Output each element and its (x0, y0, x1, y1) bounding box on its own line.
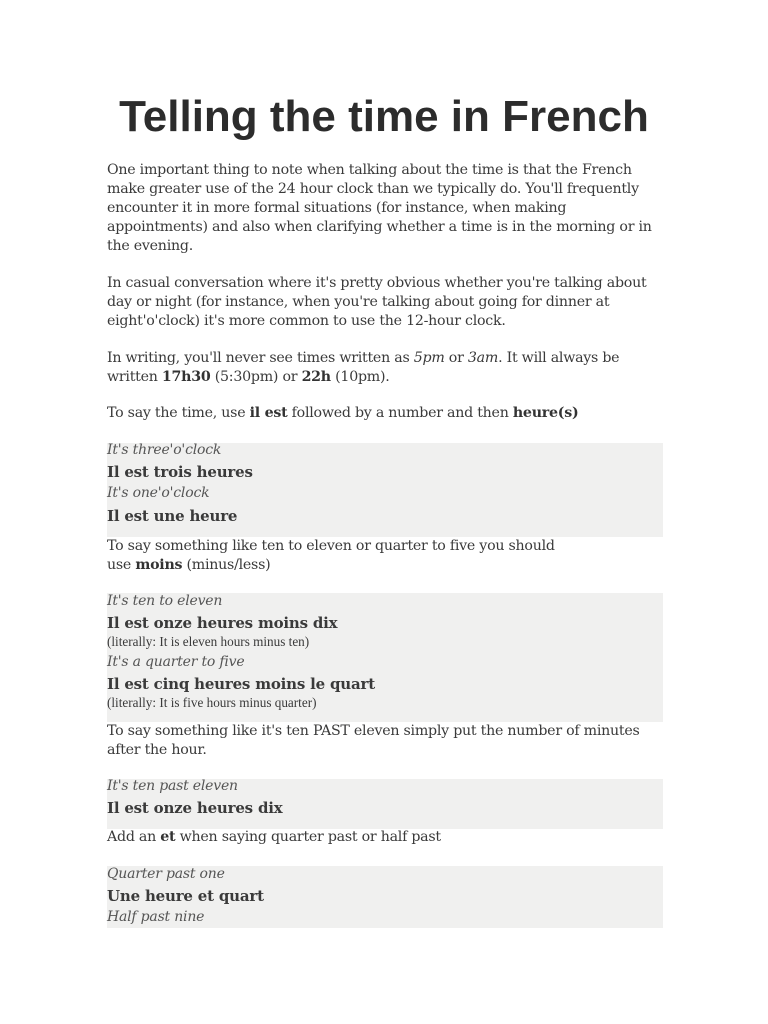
text-run: (5:30pm) or (210, 369, 302, 385)
example-french: Une heure et quart (107, 887, 264, 905)
text-run: when saying quarter past or half past (175, 829, 441, 845)
text-run: (10pm). (330, 369, 390, 385)
example-22h: 22h (301, 369, 331, 385)
example-english: Quarter past one (107, 866, 225, 882)
example-english: It's three'o'clock (107, 442, 222, 458)
page-title: Telling the time in French (119, 92, 649, 141)
example-english: It's ten to eleven (107, 593, 223, 609)
example-french: Il est onze heures dix (107, 799, 283, 817)
example-french: Il est cinq heures moins le quart (107, 675, 375, 693)
example-box-minus (107, 593, 663, 722)
et-paragraph (107, 828, 663, 847)
example-french: Il est onze heures moins dix (107, 614, 338, 632)
intro-paragraph: One important thing to note when talking about the time is that the French make greater use of the 24 hour clock than we typically do. You'll frequently encounter it in more formal situations (for instance, when making appointments) and also when clarifying whether a time is in the morning or in the evening. (107, 162, 652, 254)
text-run: or (444, 350, 468, 366)
keyword-moins: moins (135, 557, 183, 573)
example-box-past (107, 779, 663, 829)
example-english: It's a quarter to five (107, 654, 245, 670)
example-french: Il est une heure (107, 507, 238, 525)
example-english: It's ten past eleven (107, 778, 238, 794)
example-5pm: 5pm (413, 350, 445, 366)
example-17h30: 17h30 (161, 369, 211, 385)
example-box-hours (107, 443, 663, 537)
text-run: followed by a number and then (287, 405, 513, 421)
example-english: It's one'o'clock (107, 485, 210, 501)
say-time-paragraph (107, 404, 663, 423)
text-run: Add an (107, 829, 161, 845)
text-run: In writing, you'll never see times written as (107, 350, 414, 366)
text-run: To say something like ten to eleven or quarter to five you should (107, 538, 555, 554)
moins-paragraph (107, 537, 663, 575)
example-french: Il est trois heures (107, 463, 253, 481)
keyword-et: et (160, 829, 176, 845)
text-run: To say the time, use (107, 405, 250, 421)
text-run: (minus/less) (182, 557, 271, 573)
example-3am: 3am (467, 350, 499, 366)
text-run: . It will always be written (107, 350, 620, 385)
text-run: use (107, 557, 136, 573)
keyword-il-est: il est (249, 405, 288, 421)
example-literal: (literally: It is five hours minus quarter) (107, 695, 317, 710)
example-english: Half past nine (107, 909, 205, 925)
example-box-quarter-half (107, 866, 663, 928)
keyword-heures: heure(s) (512, 405, 579, 421)
example-literal: (literally: It is eleven hours minus ten) (107, 634, 310, 649)
casual-conversation-paragraph: In casual conversation where it's pretty obvious whether you're talking about day or night (for instance, when you're talking about going for dinner at eight'o'clock) it's more common to use the 12-hour clock. (107, 275, 647, 329)
writing-paragraph (107, 349, 663, 387)
past-paragraph: To say something like it's ten PAST eleven simply put the number of minutes after the hour. (107, 723, 640, 758)
